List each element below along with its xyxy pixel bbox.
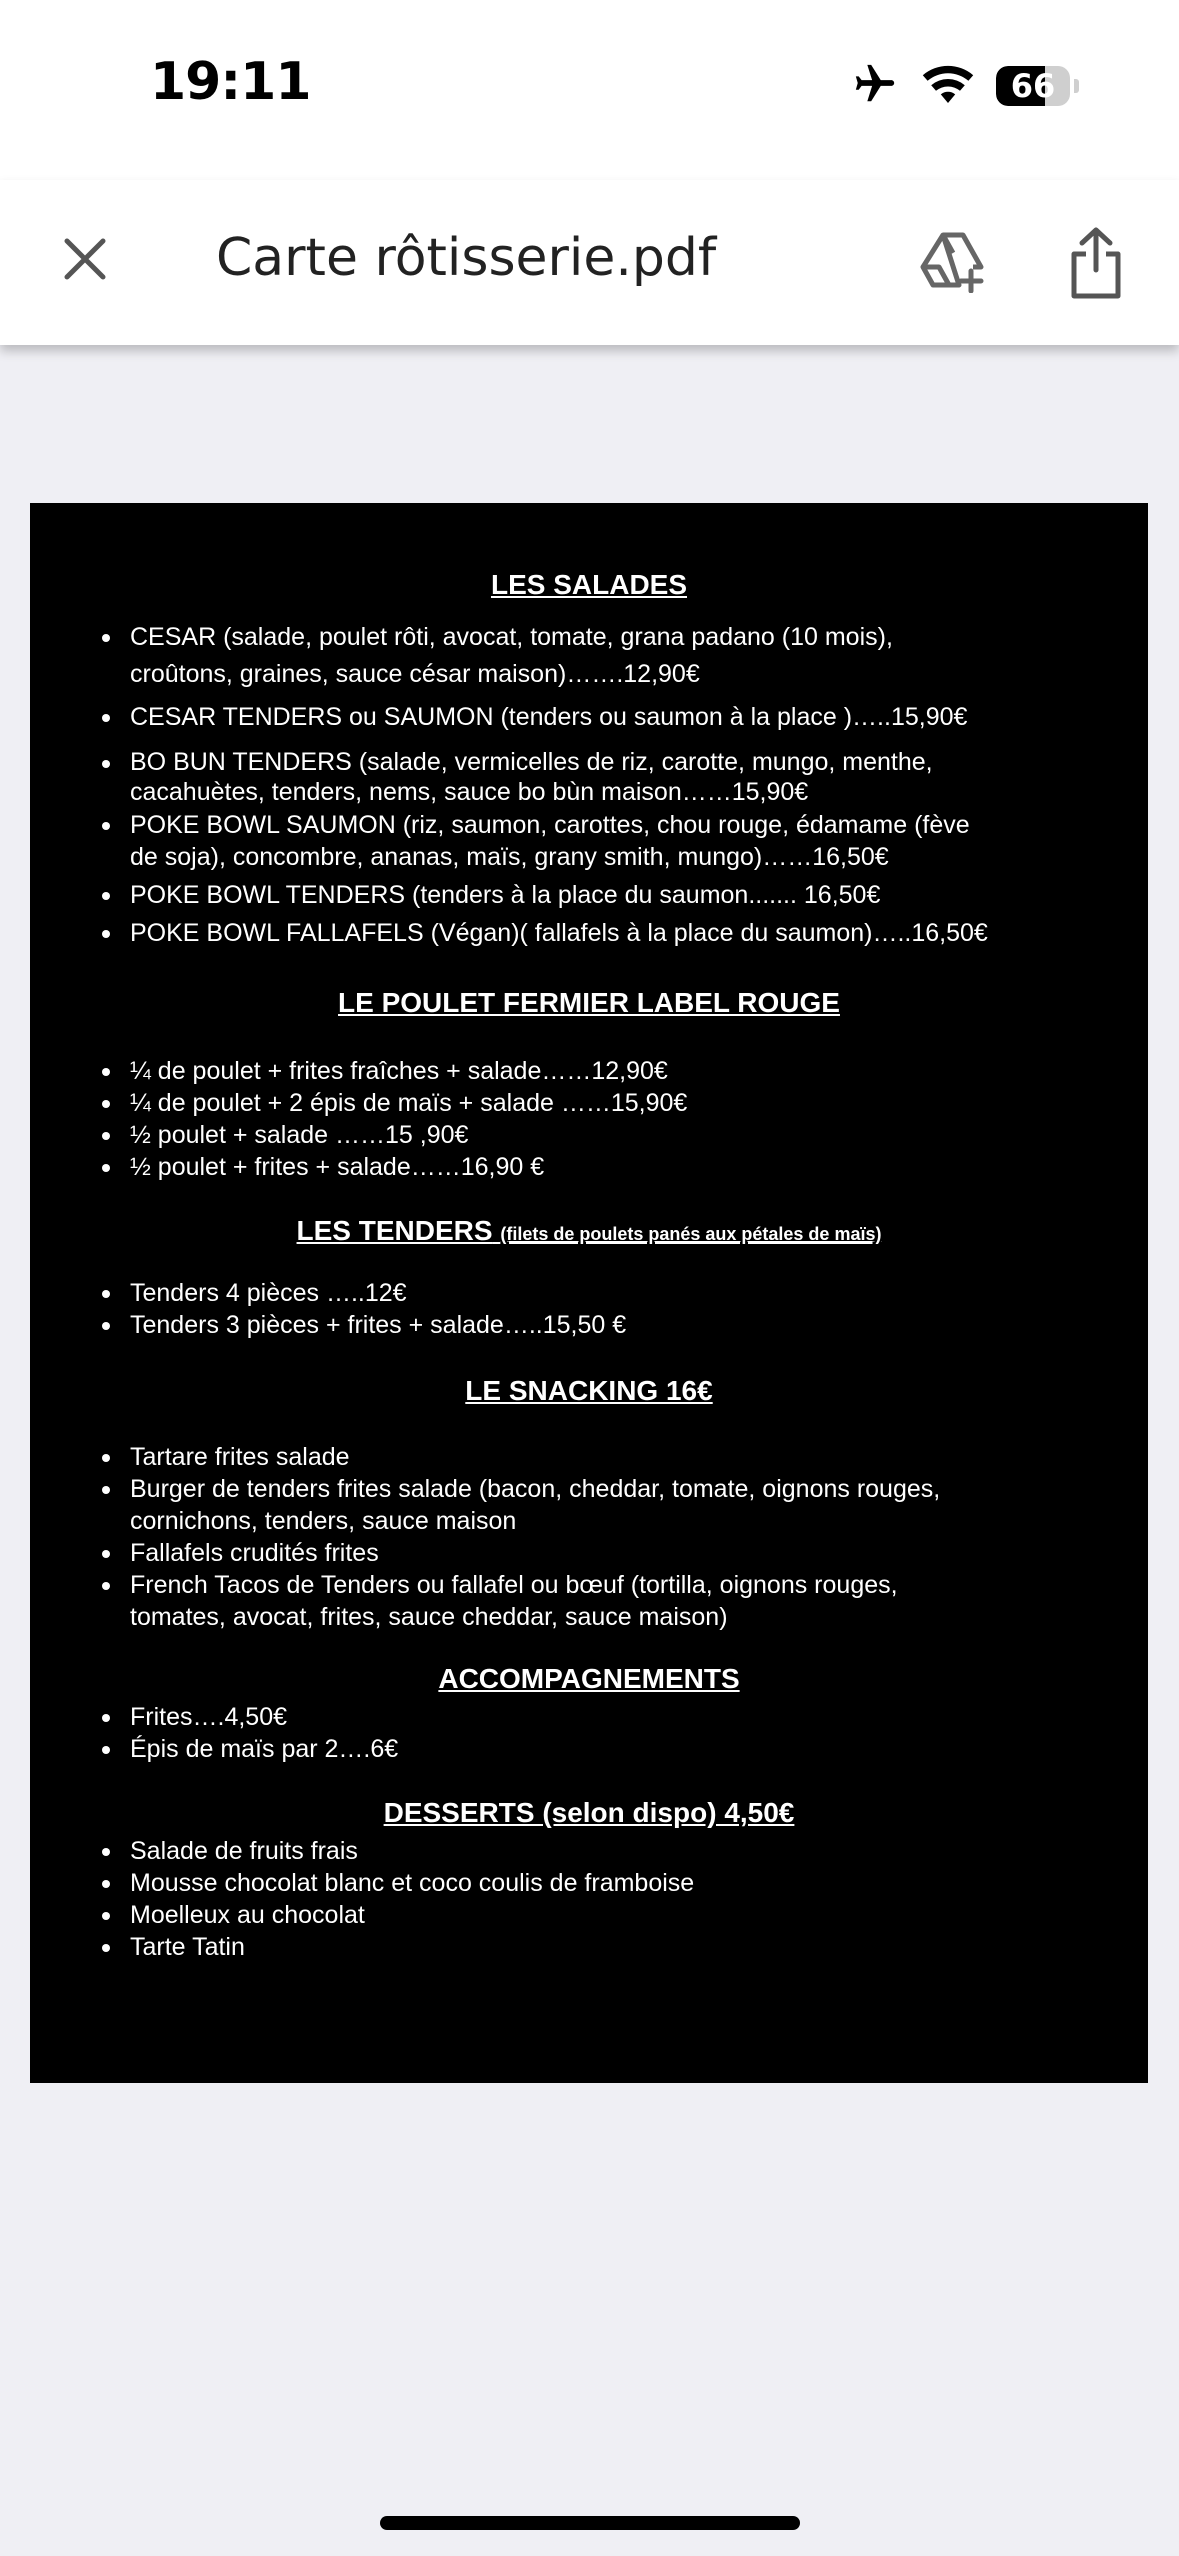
list-item xyxy=(130,621,1120,697)
status-icons xyxy=(850,60,1079,112)
list-item: ¼ de poulet + 2 épis de maïs + salade ……15,90€ xyxy=(130,1087,1120,1119)
list-item-line: CESAR TENDERS ou SAUMON (tenders ou saumon à la place )…..15,90€ xyxy=(130,703,968,731)
list-item-line: POKE BOWL TENDERS (tenders à la place du saumon....... 16,50€ xyxy=(130,881,881,909)
list-item-line: de soja), concombre, ananas, maïs, grany smith, mungo)……16,50€ xyxy=(130,843,889,871)
list-item: ¼ de poulet + frites fraîches + salade……12,90€ xyxy=(130,1055,1120,1087)
list-item-line: croûtons, graines, sauce césar maison)…….12,90€ xyxy=(130,660,700,688)
airplane-icon xyxy=(850,61,900,112)
list-item xyxy=(130,879,1120,917)
snacking-list xyxy=(130,1441,1120,1633)
poulet-list xyxy=(130,1055,1120,1183)
add-to-drive-button[interactable] xyxy=(914,222,994,302)
list-item-line: Burger de tenders frites salade (bacon, cheddar, tomate, oignons rouges, xyxy=(130,1475,941,1503)
close-button[interactable] xyxy=(52,226,118,292)
list-item: Frites….4,50€ xyxy=(130,1701,1120,1733)
list-item xyxy=(130,1473,1120,1537)
salades-list xyxy=(130,621,1120,953)
list-item: Tarte Tatin xyxy=(130,1931,1120,1963)
list-item-line: CESAR (salade, poulet rôti, avocat, tomate, grana padano (10 mois), xyxy=(130,623,893,651)
list-item: ½ poulet + salade ……15 ,90€ xyxy=(130,1119,1120,1151)
list-item xyxy=(130,809,1120,879)
tenders-title: LES TENDERS xyxy=(296,1215,493,1246)
list-item xyxy=(130,1569,1120,1633)
tenders-subtitle: (filets de poulets panés aux pétales de maïs) xyxy=(500,1224,882,1244)
tenders-list xyxy=(130,1277,1120,1341)
pdf-page[interactable] xyxy=(30,503,1148,2083)
close-icon xyxy=(61,235,109,283)
list-item xyxy=(130,1537,1120,1569)
battery-level: 66 xyxy=(1010,67,1056,105)
list-item xyxy=(130,917,1120,953)
desserts-list xyxy=(130,1835,1120,1963)
document-title: Carte rôtisserie.pdf xyxy=(216,228,717,288)
list-item-line: BO BUN TENDERS (salade, vermicelles de riz, carotte, mungo, menthe, xyxy=(130,748,933,776)
section-title-desserts: DESSERTS (selon dispo) 4,50€ xyxy=(383,1797,795,1828)
list-item xyxy=(130,747,1120,809)
section-title-tenders xyxy=(30,1215,1148,1250)
status-time: 19:11 xyxy=(150,52,311,112)
accompagnements-list xyxy=(130,1701,1120,1765)
list-item xyxy=(130,1441,1120,1473)
status-bar xyxy=(0,0,1179,180)
home-indicator[interactable] xyxy=(380,2516,800,2530)
list-item-line: POKE BOWL SAUMON (riz, saumon, carottes, chou rouge, édamame (fève xyxy=(130,811,970,839)
list-item-line: cornichons, tenders, sauce maison xyxy=(130,1507,517,1535)
list-item xyxy=(130,701,1120,747)
section-title-accompagnements: ACCOMPAGNEMENTS xyxy=(438,1663,740,1694)
list-item-line: Fallafels crudités frites xyxy=(130,1539,379,1567)
list-item: Mousse chocolat blanc et coco coulis de framboise xyxy=(130,1867,1120,1899)
list-item: Moelleux au chocolat xyxy=(130,1899,1120,1931)
share-icon xyxy=(1068,226,1124,300)
section-title-poulet: LE POULET FERMIER LABEL ROUGE xyxy=(338,987,840,1018)
battery-icon xyxy=(996,66,1070,106)
share-button[interactable] xyxy=(1056,220,1136,306)
add-to-drive-icon xyxy=(919,231,989,293)
list-item: Tenders 3 pièces + frites + salade…..15,50 € xyxy=(130,1309,1120,1341)
section-title-salades: LES SALADES xyxy=(490,569,688,600)
battery-cap xyxy=(1074,79,1079,93)
list-item-line: POKE BOWL FALLAFELS (Végan)( fallafels à la place du saumon)…..16,50€ xyxy=(130,919,988,947)
viewer-header xyxy=(0,180,1179,345)
wifi-icon xyxy=(922,64,974,109)
list-item-line: tomates, avocat, frites, sauce cheddar, sauce maison) xyxy=(130,1603,728,1631)
list-item-line: Tartare frites salade xyxy=(130,1443,350,1471)
list-item: Salade de fruits frais xyxy=(130,1835,1120,1867)
list-item: ½ poulet + frites + salade……16,90 € xyxy=(130,1151,1120,1183)
section-title-snacking: LE SNACKING 16€ xyxy=(465,1375,713,1406)
list-item-line: cacahuètes, tenders, nems, sauce bo bùn maison……15,90€ xyxy=(130,778,809,806)
list-item-line: French Tacos de Tenders ou fallafel ou bœuf (tortilla, oignons rouges, xyxy=(130,1571,898,1599)
list-item: Tenders 4 pièces …..12€ xyxy=(130,1277,1120,1309)
list-item: Épis de maïs par 2….6€ xyxy=(130,1733,1120,1765)
